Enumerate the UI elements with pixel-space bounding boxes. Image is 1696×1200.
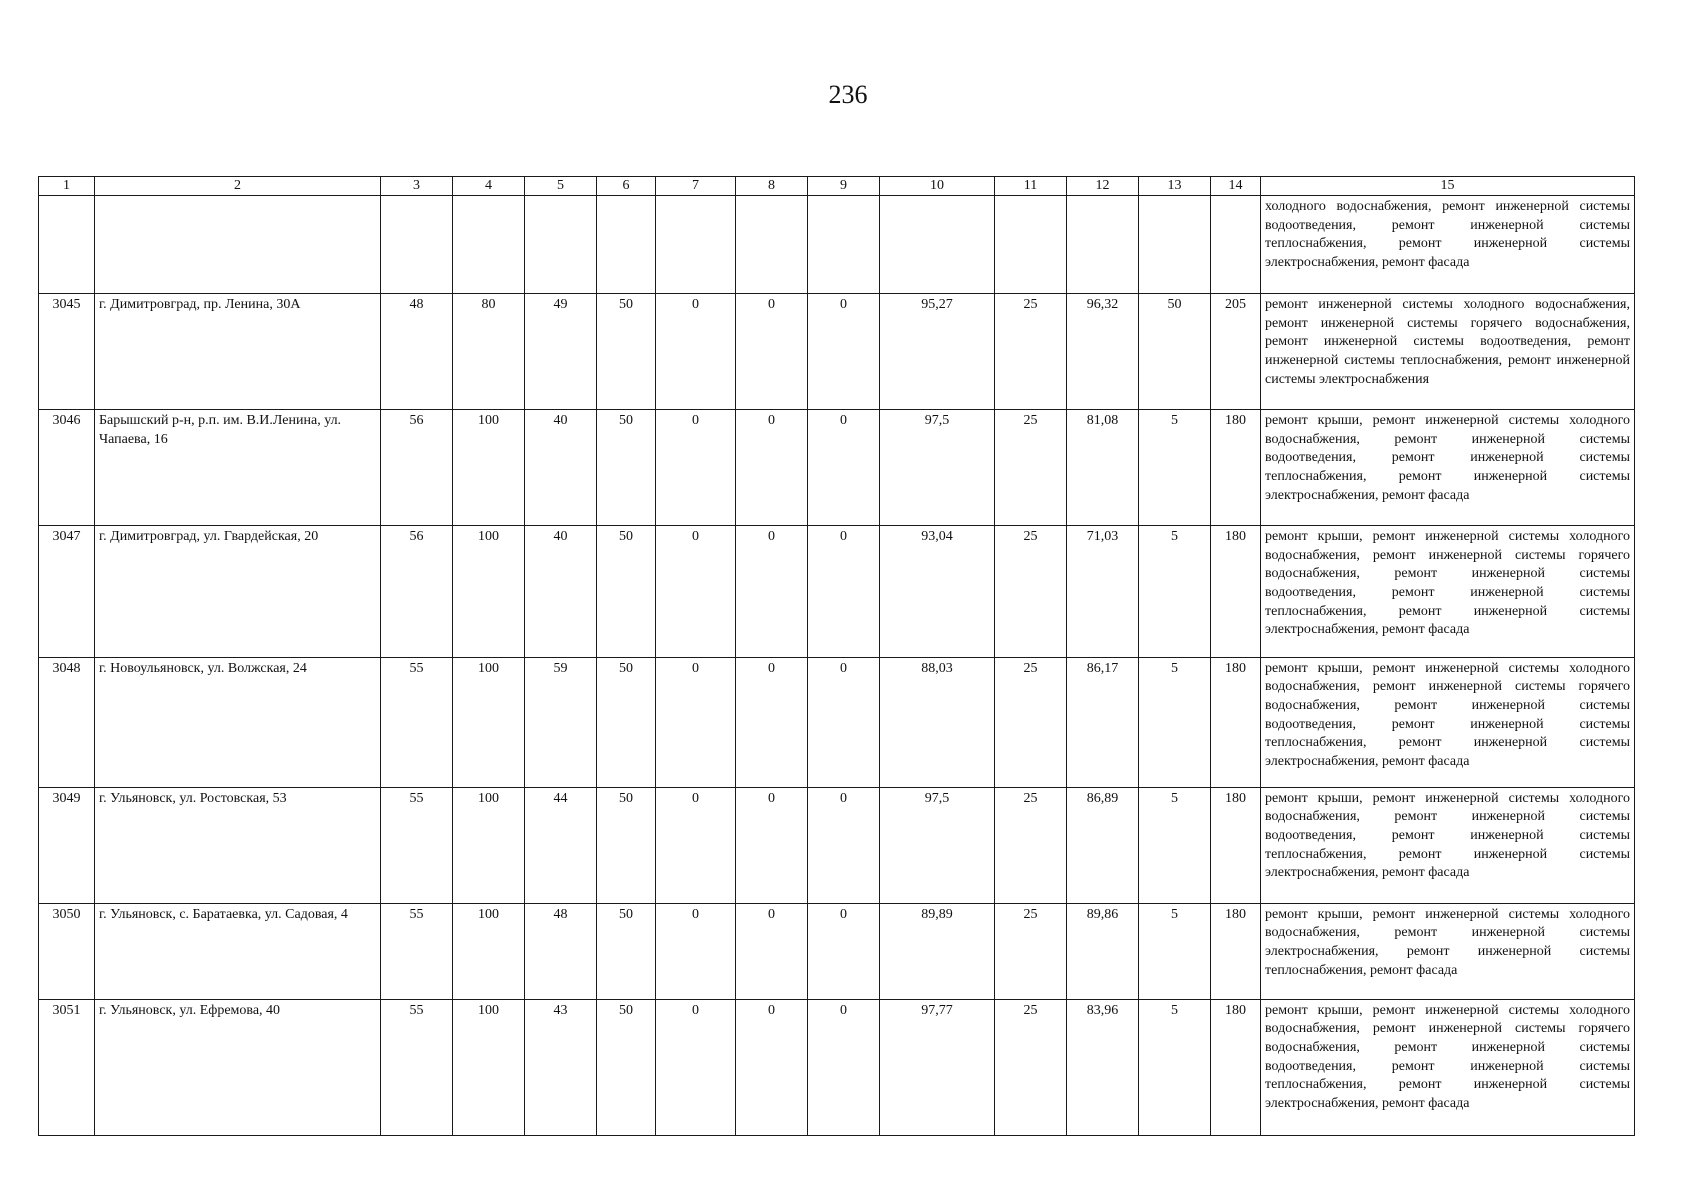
table-row	[39, 526, 1635, 658]
address-cell: г. Ульяновск, ул. Ефремова, 40	[95, 999, 381, 1135]
works-list-cell: ремонт крыши, ремонт инженерной системы холодного водоснабжения, ремонт инженерной системы водоотведения, ремонт инженерной системы теплоснабжения, ремонт инженерной системы электроснабжения, ремонт фасада	[1261, 787, 1635, 903]
row-number-cell	[39, 195, 95, 293]
header-cell: 3	[381, 177, 453, 196]
address-cell: Барышский р-н, р.п. им. В.И.Ленина, ул. Чапаева, 16	[95, 410, 381, 526]
header-cell: 10	[880, 177, 995, 196]
address-cell: г. Ульяновск, ул. Ростовская, 53	[95, 787, 381, 903]
value-cell: 0	[736, 526, 808, 658]
value-cell: 25	[995, 657, 1067, 787]
header-cell: 7	[656, 177, 736, 196]
value-cell: 81,08	[1067, 410, 1139, 526]
header-cell: 1	[39, 177, 95, 196]
row-number-cell: 3048	[39, 657, 95, 787]
row-number-cell: 3049	[39, 787, 95, 903]
value-cell: 25	[995, 410, 1067, 526]
column-number-header	[39, 177, 1635, 196]
value-cell: 86,17	[1067, 657, 1139, 787]
value-cell: 50	[597, 903, 656, 999]
table-row	[39, 787, 1635, 903]
value-cell: 55	[381, 999, 453, 1135]
value-cell: 0	[808, 903, 880, 999]
repair-register-table	[38, 176, 1635, 1136]
value-cell: 180	[1211, 903, 1261, 999]
value-cell	[995, 195, 1067, 293]
value-cell: 48	[525, 903, 597, 999]
header-cell: 9	[808, 177, 880, 196]
value-cell: 205	[1211, 294, 1261, 410]
value-cell: 180	[1211, 657, 1261, 787]
header-cell: 4	[453, 177, 525, 196]
value-cell: 0	[808, 787, 880, 903]
value-cell: 0	[736, 787, 808, 903]
address-cell: г. Димитровград, пр. Ленина, 30А	[95, 294, 381, 410]
value-cell	[1139, 195, 1211, 293]
value-cell: 0	[736, 903, 808, 999]
value-cell: 100	[453, 657, 525, 787]
value-cell: 0	[656, 903, 736, 999]
value-cell: 50	[597, 410, 656, 526]
value-cell: 86,89	[1067, 787, 1139, 903]
value-cell: 83,96	[1067, 999, 1139, 1135]
value-cell: 0	[808, 657, 880, 787]
table-row	[39, 195, 1635, 293]
value-cell: 40	[525, 410, 597, 526]
value-cell: 80	[453, 294, 525, 410]
value-cell: 180	[1211, 526, 1261, 658]
header-cell: 14	[1211, 177, 1261, 196]
works-list-cell: ремонт крыши, ремонт инженерной системы холодного водоснабжения, ремонт инженерной системы горячего водоснабжения, ремонт инженерной системы водоотведения, ремонт инженерной системы теплоснабжения, ремонт инженерной системы электроснабжения, ремонт фасада	[1261, 999, 1635, 1135]
value-cell: 0	[736, 657, 808, 787]
value-cell: 48	[381, 294, 453, 410]
value-cell: 25	[995, 526, 1067, 658]
value-cell: 100	[453, 999, 525, 1135]
header-cell: 11	[995, 177, 1067, 196]
value-cell: 100	[453, 903, 525, 999]
value-cell: 59	[525, 657, 597, 787]
header-cell: 5	[525, 177, 597, 196]
header-cell: 2	[95, 177, 381, 196]
value-cell: 50	[597, 294, 656, 410]
value-cell: 43	[525, 999, 597, 1135]
works-list-cell: ремонт крыши, ремонт инженерной системы холодного водоснабжения, ремонт инженерной системы горячего водоснабжения, ремонт инженерной системы водоотведения, ремонт инженерной системы теплоснабжения, ремонт инженерной системы электроснабжения, ремонт фасада	[1261, 657, 1635, 787]
value-cell: 25	[995, 294, 1067, 410]
value-cell	[1067, 195, 1139, 293]
value-cell: 25	[995, 903, 1067, 999]
row-number-cell: 3051	[39, 999, 95, 1135]
value-cell: 0	[656, 526, 736, 658]
value-cell: 25	[995, 787, 1067, 903]
value-cell: 71,03	[1067, 526, 1139, 658]
value-cell: 5	[1139, 657, 1211, 787]
value-cell: 0	[736, 294, 808, 410]
value-cell: 100	[453, 410, 525, 526]
works-list-cell: ремонт крыши, ремонт инженерной системы холодного водоснабжения, ремонт инженерной системы горячего водоснабжения, ремонт инженерной системы водоотведения, ремонт инженерной системы теплоснабжения, ремонт инженерной системы электроснабжения, ремонт фасада	[1261, 526, 1635, 658]
header-cell: 15	[1261, 177, 1635, 196]
header-cell: 6	[597, 177, 656, 196]
value-cell: 56	[381, 410, 453, 526]
value-cell: 44	[525, 787, 597, 903]
header-cell: 13	[1139, 177, 1211, 196]
works-list-cell: холодного водоснабжения, ремонт инженерной системы водоотведения, ремонт инженерной системы теплоснабжения, ремонт инженерной системы электроснабжения, ремонт фасада	[1261, 195, 1635, 293]
row-number-cell: 3047	[39, 526, 95, 658]
row-number-cell: 3050	[39, 903, 95, 999]
value-cell: 88,03	[880, 657, 995, 787]
value-cell	[808, 195, 880, 293]
value-cell: 0	[656, 294, 736, 410]
value-cell: 50	[1139, 294, 1211, 410]
value-cell: 89,86	[1067, 903, 1139, 999]
value-cell: 5	[1139, 787, 1211, 903]
value-cell: 95,27	[880, 294, 995, 410]
value-cell: 89,89	[880, 903, 995, 999]
value-cell	[381, 195, 453, 293]
value-cell: 0	[656, 999, 736, 1135]
value-cell: 55	[381, 657, 453, 787]
value-cell: 5	[1139, 410, 1211, 526]
table-row	[39, 657, 1635, 787]
value-cell: 5	[1139, 903, 1211, 999]
address-cell	[95, 195, 381, 293]
table-row	[39, 999, 1635, 1135]
value-cell	[525, 195, 597, 293]
value-cell	[597, 195, 656, 293]
value-cell	[880, 195, 995, 293]
address-cell: г. Новоульяновск, ул. Волжская, 24	[95, 657, 381, 787]
value-cell: 0	[808, 294, 880, 410]
value-cell: 50	[597, 526, 656, 658]
value-cell	[1211, 195, 1261, 293]
address-cell: г. Димитровград, ул. Гвардейская, 20	[95, 526, 381, 658]
value-cell: 5	[1139, 526, 1211, 658]
value-cell: 180	[1211, 999, 1261, 1135]
value-cell: 0	[808, 999, 880, 1135]
value-cell: 55	[381, 903, 453, 999]
value-cell: 97,5	[880, 787, 995, 903]
works-list-cell: ремонт инженерной системы холодного водоснабжения, ремонт инженерной системы горячего водоснабжения, ремонт инженерной системы водоотведения, ремонт инженерной системы теплоснабжения, ремонт инженерной системы электроснабжения	[1261, 294, 1635, 410]
value-cell: 0	[736, 410, 808, 526]
value-cell: 93,04	[880, 526, 995, 658]
value-cell: 40	[525, 526, 597, 658]
address-cell: г. Ульяновск, с. Баратаевка, ул. Садовая, 4	[95, 903, 381, 999]
value-cell: 5	[1139, 999, 1211, 1135]
value-cell	[736, 195, 808, 293]
table-row	[39, 903, 1635, 999]
value-cell: 0	[656, 787, 736, 903]
value-cell: 50	[597, 657, 656, 787]
value-cell: 180	[1211, 410, 1261, 526]
works-list-cell: ремонт крыши, ремонт инженерной системы холодного водоснабжения, ремонт инженерной системы водоотведения, ремонт инженерной системы теплоснабжения, ремонт инженерной системы электроснабжения, ремонт фасада	[1261, 410, 1635, 526]
value-cell: 96,32	[1067, 294, 1139, 410]
value-cell: 25	[995, 999, 1067, 1135]
value-cell: 0	[656, 410, 736, 526]
value-cell: 97,5	[880, 410, 995, 526]
value-cell: 100	[453, 787, 525, 903]
value-cell	[453, 195, 525, 293]
page-number: 236	[828, 80, 868, 109]
value-cell: 56	[381, 526, 453, 658]
value-cell: 50	[597, 999, 656, 1135]
header-cell: 12	[1067, 177, 1139, 196]
value-cell: 180	[1211, 787, 1261, 903]
value-cell: 100	[453, 526, 525, 658]
value-cell: 50	[597, 787, 656, 903]
table-row	[39, 410, 1635, 526]
value-cell: 0	[656, 657, 736, 787]
works-list-cell: ремонт крыши, ремонт инженерной системы холодного водоснабжения, ремонт инженерной системы электроснабжения, ремонт инженерной системы теплоснабжения, ремонт фасада	[1261, 903, 1635, 999]
value-cell: 97,77	[880, 999, 995, 1135]
table-row	[39, 294, 1635, 410]
value-cell: 0	[736, 999, 808, 1135]
header-cell: 8	[736, 177, 808, 196]
row-number-cell: 3046	[39, 410, 95, 526]
value-cell: 0	[808, 526, 880, 658]
value-cell: 55	[381, 787, 453, 903]
value-cell: 49	[525, 294, 597, 410]
row-number-cell: 3045	[39, 294, 95, 410]
value-cell	[656, 195, 736, 293]
value-cell: 0	[808, 410, 880, 526]
